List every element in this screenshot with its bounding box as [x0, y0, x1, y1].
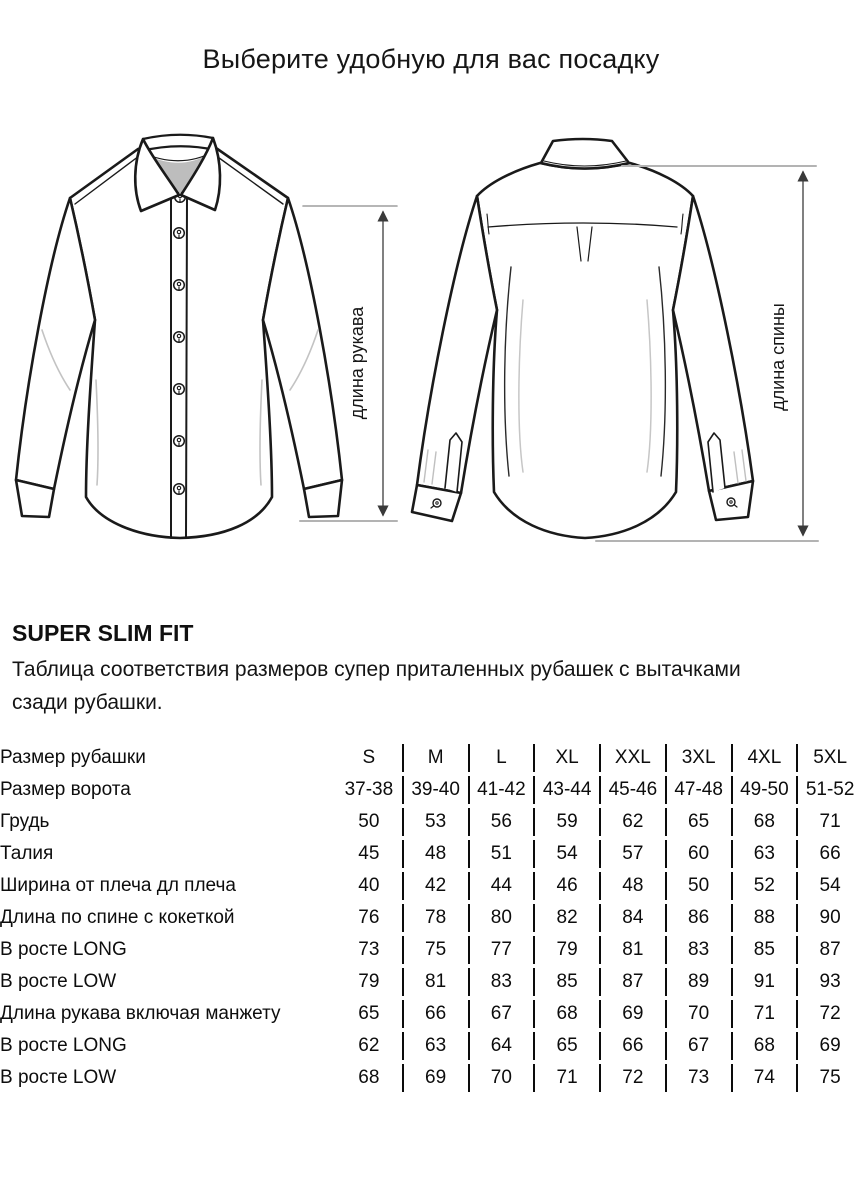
size-value-cell: 39-40 [402, 776, 468, 804]
size-value-cell: 68 [731, 1032, 797, 1060]
size-value-cell: 77 [468, 936, 534, 964]
size-value-cell: 44 [468, 872, 534, 900]
back-length-label: длина спины [768, 303, 788, 411]
size-value-cell: 66 [599, 1032, 665, 1060]
size-value-cell: 52 [731, 872, 797, 900]
size-value-cell: 81 [599, 936, 665, 964]
table-row [0, 1000, 862, 1028]
page-title: Выберите удобную для вас посадку [202, 44, 660, 74]
back-shirt-drawing [412, 139, 753, 538]
table-row [0, 1032, 862, 1060]
size-value-cell: 60 [665, 840, 731, 868]
size-value-cell: 68 [533, 1000, 599, 1028]
size-value-cell: 75 [796, 1064, 862, 1092]
size-value-cell: 45 [358, 843, 380, 864]
section-description [12, 653, 741, 719]
size-table [0, 740, 862, 1096]
size-value-cell: 73 [358, 939, 380, 960]
size-value-cell: 48 [402, 840, 468, 868]
size-value-cell: 79 [358, 971, 380, 992]
size-value-cell: 48 [599, 872, 665, 900]
table-row [0, 904, 862, 932]
size-value-cell: 85 [731, 936, 797, 964]
size-value-cell: 65 [665, 808, 731, 836]
size-value-cell: 74 [731, 1064, 797, 1092]
size-value-cell: 40 [358, 875, 380, 896]
size-value-cell: 85 [533, 968, 599, 996]
size-value-cell: 62 [358, 1035, 380, 1056]
size-value-cell: 46 [533, 872, 599, 900]
size-value-cell: 54 [533, 840, 599, 868]
size-value-cell: 4XL [731, 744, 797, 772]
size-value-cell: 69 [599, 1000, 665, 1028]
size-value-cell: 5XL [796, 744, 862, 772]
size-value-cell: 72 [796, 1000, 862, 1028]
row-label: Размер рубашки [0, 747, 146, 768]
size-value-cell: 91 [731, 968, 797, 996]
size-value-cell: 71 [796, 808, 862, 836]
table-row [0, 840, 862, 868]
size-value-cell: 78 [402, 904, 468, 932]
size-value-cell: 84 [599, 904, 665, 932]
size-value-cell: 80 [468, 904, 534, 932]
size-value-cell: 63 [402, 1032, 468, 1060]
size-value-cell: 69 [402, 1064, 468, 1092]
size-value-cell: XXL [599, 744, 665, 772]
size-value-cell: 42 [402, 872, 468, 900]
size-value-cell: 43-44 [533, 776, 599, 804]
table-row [0, 872, 862, 900]
size-value-cell: XL [533, 744, 599, 772]
row-label: Длина рукава включая манжету [0, 1003, 281, 1024]
size-value-cell: 51-52 [796, 776, 862, 804]
size-value-cell: 47-48 [665, 776, 731, 804]
table-row [0, 936, 862, 964]
row-label: Длина по спине с кокеткой [0, 907, 235, 928]
size-value-cell: 89 [665, 968, 731, 996]
size-value-cell: 67 [468, 1000, 534, 1028]
description-line: Таблица соответствия размеров супер приталенных рубашек с вытачками [12, 658, 741, 681]
size-value-cell: 82 [533, 904, 599, 932]
size-value-cell: 53 [402, 808, 468, 836]
size-value-cell: 69 [796, 1032, 862, 1060]
row-label: В росте LOW [0, 971, 117, 992]
size-value-cell: 66 [796, 840, 862, 868]
size-value-cell: M [402, 744, 468, 772]
size-value-cell: 76 [358, 907, 380, 928]
size-value-cell: 73 [665, 1064, 731, 1092]
size-value-cell: 71 [731, 1000, 797, 1028]
size-value-cell: 56 [468, 808, 534, 836]
table-row [0, 968, 862, 996]
table-row [0, 776, 862, 804]
size-value-cell: 71 [533, 1064, 599, 1092]
row-label: Грудь [0, 811, 50, 832]
size-value-cell: 66 [402, 1000, 468, 1028]
size-value-cell: 68 [731, 808, 797, 836]
size-value-cell: 86 [665, 904, 731, 932]
size-value-cell: 68 [358, 1067, 380, 1088]
row-label: Ширина от плеча дл плеча [0, 875, 236, 896]
size-value-cell: 65 [358, 1003, 380, 1024]
sleeve-length-label: длина рукава [347, 306, 367, 420]
size-value-cell: 88 [731, 904, 797, 932]
row-label: Размер ворота [0, 779, 131, 800]
size-value-cell: 87 [796, 936, 862, 964]
row-label: В росте LONG [0, 939, 127, 960]
size-value-cell: 59 [533, 808, 599, 836]
table-row [0, 1064, 862, 1092]
size-value-cell: 57 [599, 840, 665, 868]
size-value-cell: 62 [599, 808, 665, 836]
size-value-cell: 63 [731, 840, 797, 868]
size-value-cell: 65 [533, 1032, 599, 1060]
size-value-cell: 49-50 [731, 776, 797, 804]
size-value-cell: 90 [796, 904, 862, 932]
size-value-cell: 81 [402, 968, 468, 996]
description-line: сзади рубашки. [12, 691, 163, 714]
size-value-cell: 3XL [665, 744, 731, 772]
size-value-cell: 54 [796, 872, 862, 900]
size-value-cell: S [362, 747, 376, 768]
front-shirt-drawing [16, 135, 342, 538]
size-value-cell: 79 [533, 936, 599, 964]
size-value-cell: L [468, 744, 534, 772]
size-value-cell: 37-38 [344, 779, 394, 800]
size-value-cell: 50 [665, 872, 731, 900]
size-value-cell: 70 [665, 1000, 731, 1028]
table-row [0, 808, 862, 836]
size-value-cell: 64 [468, 1032, 534, 1060]
size-value-cell: 87 [599, 968, 665, 996]
section-heading: SUPER SLIM FIT [12, 620, 194, 646]
size-value-cell: 70 [468, 1064, 534, 1092]
size-value-cell: 50 [358, 811, 380, 832]
size-value-cell: 45-46 [599, 776, 665, 804]
size-value-cell: 75 [402, 936, 468, 964]
size-value-cell: 93 [796, 968, 862, 996]
row-label: Талия [0, 843, 54, 864]
size-value-cell: 41-42 [468, 776, 534, 804]
size-value-cell: 67 [665, 1032, 731, 1060]
table-row [0, 744, 862, 772]
size-value-cell: 72 [599, 1064, 665, 1092]
size-value-cell: 83 [665, 936, 731, 964]
size-value-cell: 51 [468, 840, 534, 868]
row-label: В росте LOW [0, 1067, 117, 1088]
size-value-cell: 83 [468, 968, 534, 996]
row-label: В росте LONG [0, 1035, 127, 1056]
